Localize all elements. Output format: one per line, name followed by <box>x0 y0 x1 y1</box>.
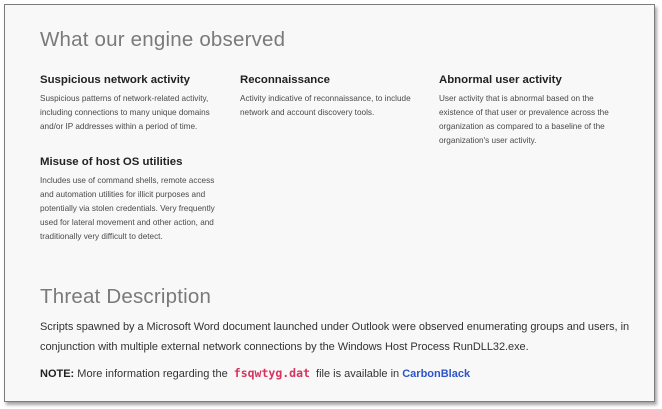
card-description: Suspicious patterns of network-related activity, including connections to many unique domains and/or IP addresses within a period of time. <box>40 94 210 131</box>
card-title: Suspicious network activity <box>40 74 191 86</box>
card-abnormal-user-activity <box>439 74 629 148</box>
card-title: Abnormal user activity <box>439 74 562 86</box>
card-description: Activity indicative of reconnaissance, to include network and account discovery tools. <box>240 94 411 117</box>
note-text: More information regarding the <box>77 368 228 380</box>
card-description: User activity that is abnormal based on the existence of that user or prevalence across the organization as compared to a baseline of the organization's user activity. <box>439 94 609 145</box>
card-title: Misuse of host OS utilities <box>40 156 183 168</box>
file-name: fsqwtyg.dat <box>233 366 310 380</box>
card-description: Includes use of command shells, remote access and automation utilities for illicit purposes and potentially via stolen credentials. Very frequently used for lateral movement and other action, and traditionally very difficult to detect. <box>40 176 215 241</box>
card-title: Reconnaissance <box>240 74 330 86</box>
note-line <box>40 366 470 380</box>
card-reconnaissance <box>240 74 430 120</box>
note-suffix: file is available in <box>316 368 400 380</box>
report-panel <box>4 4 655 402</box>
threat-description: Scripts spawned by a Microsoft Word document launched under Outlook were observed enumerating groups and users, in conjunction with multiple external network connections by the Windows Host Process RunDLL32.exe. <box>40 321 630 353</box>
carbonblack-link[interactable]: CarbonBlack <box>402 368 471 380</box>
note-label: NOTE: <box>40 368 75 380</box>
section-heading-observed: What our engine observed <box>40 28 286 51</box>
card-suspicious-network-activity <box>40 74 230 134</box>
card-misuse-host-os-utilities <box>40 156 225 244</box>
section-heading-threat: Threat Description <box>40 285 212 308</box>
